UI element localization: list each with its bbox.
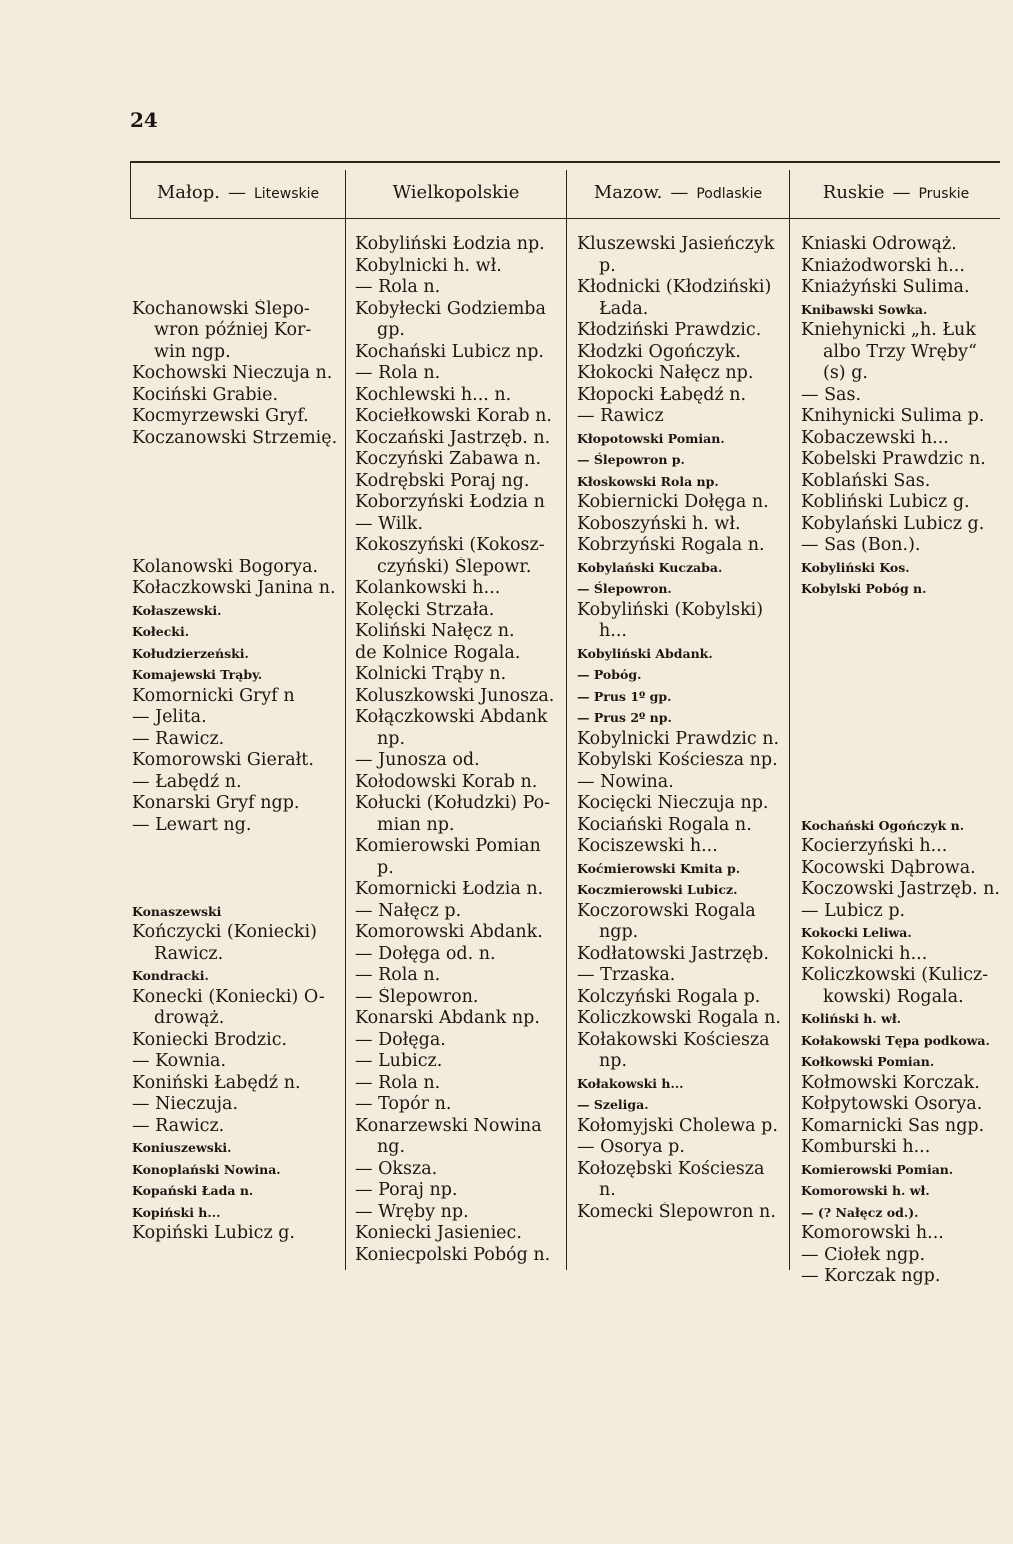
register-entry: h... <box>599 621 627 641</box>
column-header-mazow <box>568 182 788 206</box>
register-entry: drowąż. <box>154 1008 225 1028</box>
register-entry: — Nałęcz p. <box>355 900 462 921</box>
register-entry: Kobyliński Abdank. <box>577 645 713 661</box>
register-entry: Koczmierowski Lubicz. <box>577 882 738 897</box>
register-entry: Kniażodworski h... <box>801 255 965 276</box>
register-entry: — Rawicz <box>577 406 664 426</box>
register-entry: (s) g. <box>823 363 868 383</box>
register-entry: n. <box>599 1180 616 1200</box>
register-entry: Kłopotowski Pomian. <box>577 430 725 446</box>
register-entry: Koniecki Brodzic. <box>132 1029 288 1050</box>
register-entry: Kołmowski Korczak. <box>801 1072 980 1093</box>
blank-line <box>132 836 344 858</box>
register-entry: — Kownia. <box>132 1051 227 1071</box>
register-entry: Kołakowski h... <box>577 1075 684 1091</box>
register-entry: Kobiernicki Dołęga n. <box>577 492 769 512</box>
register-entry: Kłodnicki (Kłodziński) <box>577 277 772 297</box>
register-entry: Kołecki. <box>132 624 190 639</box>
register-entry: Kobylski Pobóg n. <box>801 581 927 596</box>
register-entry: Komburski h... <box>801 1137 931 1157</box>
register-entry: — Rola n. <box>355 277 441 297</box>
register-entry: Komierowski Pomian. <box>801 1161 954 1177</box>
header-sub: Litewskie <box>253 186 320 202</box>
register-entry: Kołozębski Kościesza <box>577 1158 765 1179</box>
register-entry: Kolnicki Trąby n. <box>355 664 507 684</box>
register-entry: Konecki (Koniecki) O- <box>132 986 325 1007</box>
register-entry: — Topór n. <box>355 1094 452 1114</box>
register-entry: Kokoszyński (Kokosz- <box>355 535 545 555</box>
register-entry: Koczanowski Strzemię. <box>132 427 338 448</box>
blank-line <box>132 514 344 536</box>
register-entry: Kobylański Kuczaba. <box>577 559 723 575</box>
blank-line <box>132 492 344 514</box>
register-entry: Koboszyński h. wł. <box>577 513 741 534</box>
register-entry: Konarzewski Nowina <box>355 1115 542 1136</box>
register-entry: — Dołęga. <box>355 1029 446 1050</box>
register-entry: Rawicz. <box>154 943 224 964</box>
register-entry: Kołudzierzeński. <box>132 645 249 661</box>
register-entry: Kołaszewski. <box>132 602 222 618</box>
column-divider <box>130 162 131 218</box>
register-entry: win ngp. <box>154 341 231 362</box>
register-entry: Koczyński Zabawa n. <box>355 449 542 469</box>
register-entry: Kodłatowski Jastrzęb. <box>577 943 769 964</box>
register-entry: — Prus 2º np. <box>577 710 672 725</box>
blank-line <box>132 234 344 256</box>
register-entry: — Rawicz. <box>132 728 225 749</box>
register-entry: Komorowski Abdank. <box>355 922 543 942</box>
register-entry: — Junosza od. <box>355 750 480 770</box>
header-dash: — <box>227 182 246 203</box>
blank-line <box>132 449 344 471</box>
register-entry: — Łabędź n. <box>132 771 242 792</box>
register-entry: np. <box>377 728 406 749</box>
register-entry: Knihynicki Sulima p. <box>801 406 985 426</box>
register-entry: Kołaczkowski Janina n. <box>132 578 336 598</box>
column-malop <box>132 234 344 1245</box>
register-entry: p. <box>377 857 394 878</box>
register-entry: — Ślepowron p. <box>577 452 685 467</box>
header-sub: Podlaskie <box>696 186 763 202</box>
register-entry: Koliczkowski (Kulicz- <box>801 965 989 985</box>
register-entry: Kochlewski h... n. <box>355 384 512 405</box>
header-dash: — <box>670 182 689 203</box>
blank-line <box>801 772 1007 794</box>
register-entry: Koćmierowski Kmita p. <box>577 860 741 876</box>
register-entry: Komarnicki Sas ngp. <box>801 1115 985 1136</box>
register-entry: — Nowina. <box>577 771 674 792</box>
register-entry: Komorowski Gierałt. <box>132 750 314 770</box>
top-rule <box>130 161 1000 163</box>
register-entry: Koniuszewski. <box>132 1140 232 1155</box>
register-entry: Kołączkowski Abdank <box>355 707 548 727</box>
register-entry: — Sas. <box>801 384 862 405</box>
header-rule <box>130 218 1000 219</box>
register-entry: Kopiński Lubicz g. <box>132 1223 295 1243</box>
register-entry: Kluszewski Jasieńczyk <box>577 234 775 254</box>
register-entry: — Pobóg. <box>577 667 642 682</box>
blank-line <box>801 750 1007 772</box>
blank-line <box>801 729 1007 751</box>
blank-line <box>801 793 1007 815</box>
register-entry: Kobyliński (Kobylski) <box>577 599 764 620</box>
register-entry: Komorowski h. wł. <box>801 1183 930 1198</box>
blank-line <box>132 535 344 557</box>
register-entry: Kochowski Nieczuja n. <box>132 363 333 383</box>
register-entry: — Wręby np. <box>355 1201 469 1222</box>
register-entry: — Rawicz. <box>132 1115 225 1136</box>
register-entry: Knibawski Sowka. <box>801 301 928 317</box>
blank-line <box>801 600 1007 622</box>
register-entry: Kodrębski Poraj ng. <box>355 470 530 491</box>
register-entry: Komierowski Pomian <box>355 836 541 856</box>
column-header-ruskie <box>791 182 1001 206</box>
register-entry: Kobelski Prawdzic n. <box>801 449 986 469</box>
register-entry: — Rola n. <box>355 965 441 985</box>
column-divider <box>345 170 346 1270</box>
register-entry: Kochanowski Ślepo- <box>132 298 310 319</box>
register-entry: Kołucki (Kołudzki) Po- <box>355 793 551 813</box>
register-entry: Konarski Abdank np. <box>355 1008 540 1028</box>
column-mazow <box>577 234 788 1223</box>
register-entry: — Ciołek ngp. <box>801 1244 926 1265</box>
register-entry: np. <box>599 1051 628 1071</box>
header-main: Wielkopolskie <box>392 182 520 203</box>
header-main: Mazow. <box>593 182 663 203</box>
register-entry: Komajewski Trąby. <box>132 667 263 682</box>
column-header-malop <box>132 182 344 206</box>
register-entry: — Poraj np. <box>355 1180 458 1200</box>
header-dash: — <box>892 182 911 203</box>
blank-line <box>132 879 344 901</box>
register-entry: Kopański Łada n. <box>132 1183 254 1198</box>
register-entry: Koniecki Jasieniec. <box>355 1223 522 1243</box>
blank-line <box>132 471 344 493</box>
header-main: Ruskie <box>822 182 885 203</box>
register-entry: Koniecpolski Pobóg n. <box>355 1244 551 1265</box>
register-entry: Kołpytowski Osorya. <box>801 1094 983 1114</box>
register-entry: — Jelita. <box>132 707 207 727</box>
register-entry: Koliński Nałęcz n. <box>355 621 515 641</box>
register-entry: — Trzaska. <box>577 965 676 985</box>
register-entry: ng. <box>377 1137 406 1157</box>
register-entry: Konarski Gryf ngp. <box>132 793 300 813</box>
register-entry: Koluszkowski Junosza. <box>355 685 555 706</box>
register-entry: Kochański Ogończyk n. <box>801 817 965 833</box>
register-entry: Kobylański Lubicz g. <box>801 513 985 534</box>
register-entry: — Rola n. <box>355 1072 441 1093</box>
register-entry: Kobylski Kościesza np. <box>577 750 778 770</box>
register-entry: Komecki Ślepowron n. <box>577 1201 776 1222</box>
register-entry: Kłoskowski Rola np. <box>577 473 719 489</box>
register-entry: Kołomyjski Cholewa p. <box>577 1115 778 1136</box>
register-entry: Kocowski Dąbrowa. <box>801 857 976 878</box>
register-entry: Kłodziński Prawdzic. <box>577 320 762 340</box>
register-entry: Kołkowski Pomian. <box>801 1054 935 1069</box>
register-entry: — Lewart ng. <box>132 814 252 835</box>
register-entry: mian np. <box>377 814 455 835</box>
register-entry: Koliński h. wł. <box>801 1011 902 1026</box>
register-entry: Łada. <box>599 298 649 319</box>
register-entry: Kobylnicki Prawdzic n. <box>577 728 780 749</box>
register-entry: Kobrzyński Rogala n. <box>577 535 765 555</box>
register-entry: Koborzyński Łodzia n <box>355 492 545 512</box>
register-entry: Koniński Łabędź n. <box>132 1072 301 1093</box>
register-entry: Kokolnicki h... <box>801 943 928 964</box>
column-divider <box>566 170 567 1270</box>
register-entry: Kondracki. <box>132 968 209 983</box>
register-entry: Kolęcki Strzała. <box>355 599 495 620</box>
register-entry: Kocięcki Nieczuja np. <box>577 793 769 813</box>
register-entry: Kniaski Odrowąż. <box>801 234 957 254</box>
register-entry: — Lubicz. <box>355 1051 443 1071</box>
register-entry: — Wilk. <box>355 513 424 534</box>
blank-line <box>801 707 1007 729</box>
register-entry: Kłodzki Ogończyk. <box>577 341 741 362</box>
register-entry: — (? Nałęcz od.). <box>801 1204 919 1220</box>
column-ruskie <box>801 234 1007 1288</box>
register-entry: Kochański Lubicz np. <box>355 341 544 362</box>
register-entry: Koblański Sas. <box>801 470 931 491</box>
register-entry: Koliczkowski Rogala n. <box>577 1008 781 1028</box>
blank-line <box>801 621 1007 643</box>
register-entry: Kłokocki Nałęcz np. <box>577 363 754 383</box>
register-entry: — Sas (Bon.). <box>801 535 921 555</box>
register-entry: — Szeliga. <box>577 1097 649 1112</box>
register-entry: Konaszewski <box>132 903 222 919</box>
register-entry: de Kolnice Rogala. <box>355 642 521 663</box>
register-entry: Komornicki Łodzia n. <box>355 879 544 899</box>
register-entry: Kobylnicki h. wł. <box>355 255 502 276</box>
register-entry: albo Trzy Wręby“ <box>823 341 977 362</box>
register-entry: Koczowski Jastrzęb. n. <box>801 879 1000 899</box>
register-entry: Kokocki Leliwa. <box>801 925 912 940</box>
blank-line <box>801 664 1007 686</box>
register-entry: Kocierzyński h... <box>801 836 948 856</box>
register-entry: Kobaczewski h... <box>801 427 949 448</box>
register-entry: Kopiński h... <box>132 1204 221 1220</box>
register-entry: Konoplański Nowina. <box>132 1161 281 1177</box>
register-entry: Kołakowski Tępa podkowa. <box>801 1032 990 1048</box>
header-sub: Pruskie <box>918 186 970 202</box>
register-entry: p. <box>599 255 616 276</box>
register-entry: Kończycki (Koniecki) <box>132 922 317 942</box>
register-entry: — Korczak ngp. <box>801 1266 941 1286</box>
register-entry: Kolczyński Rogala p. <box>577 986 761 1007</box>
page-number: 24 <box>130 108 158 132</box>
register-entry: — Prus 1º gp. <box>577 688 672 704</box>
register-entry: Kocmyrzewski Gryf. <box>132 406 309 426</box>
register-entry: Kobyliński Łodzia np. <box>355 234 545 254</box>
register-entry: Kociełkowski Korab n. <box>355 406 552 426</box>
column-divider <box>789 170 790 1270</box>
register-entry: Kociszewski h... <box>577 836 718 856</box>
register-entry: Komornicki Gryf n <box>132 685 295 706</box>
register-entry: — Ślepowron. <box>355 986 479 1007</box>
column-header-wielkopolskie <box>347 182 565 206</box>
register-entry: Kociński Grabie. <box>132 384 279 405</box>
register-entry: Kobyliński Kos. <box>801 559 910 575</box>
register-entry: Kniehynicki „h. Łuk <box>801 320 976 340</box>
register-entry: Kolanowski Bogorya. <box>132 556 319 577</box>
register-entry: — Lubicz p. <box>801 900 906 921</box>
register-entry: Kołakowski Kościesza <box>577 1029 770 1050</box>
header-main: Małop. <box>156 182 220 203</box>
blank-line <box>132 858 344 880</box>
blank-line <box>132 277 344 299</box>
register-entry: Kolankowski h... <box>355 578 501 598</box>
register-entry: Koczorowski Rogala <box>577 900 756 921</box>
register-entry: Kniażyński Sulima. <box>801 277 970 297</box>
register-entry: — Rola n. <box>355 363 441 383</box>
register-entry: gp. <box>377 320 405 340</box>
column-wielkopolskie <box>355 234 565 1266</box>
register-entry: Kołodowski Korab n. <box>355 771 538 792</box>
register-entry: Kłopocki Łabędź n. <box>577 384 747 405</box>
blank-line <box>801 643 1007 665</box>
register-entry: ngp. <box>599 922 639 942</box>
register-entry: Koczański Jastrzęb. n. <box>355 427 551 448</box>
register-entry: kowski) Rogala. <box>823 986 964 1007</box>
register-entry: — Dołęga od. n. <box>355 943 496 964</box>
blank-line <box>132 256 344 278</box>
register-entry: czyński) Ślepowr. <box>377 556 532 577</box>
register-entry: Kobliński Lubicz g. <box>801 492 970 512</box>
register-entry: Kobyłecki Godziemba <box>355 298 546 319</box>
register-entry: — Osorya p. <box>577 1137 685 1157</box>
register-entry: Kociański Rogala n. <box>577 814 752 835</box>
register-entry: wron później Kor- <box>154 320 312 340</box>
blank-line <box>801 686 1007 708</box>
register-entry: — Ślepowron. <box>577 581 672 596</box>
register-entry: Komorowski h... <box>801 1223 944 1243</box>
register-entry: — Nieczuja. <box>132 1094 239 1114</box>
register-entry: — Oksza. <box>355 1158 438 1179</box>
